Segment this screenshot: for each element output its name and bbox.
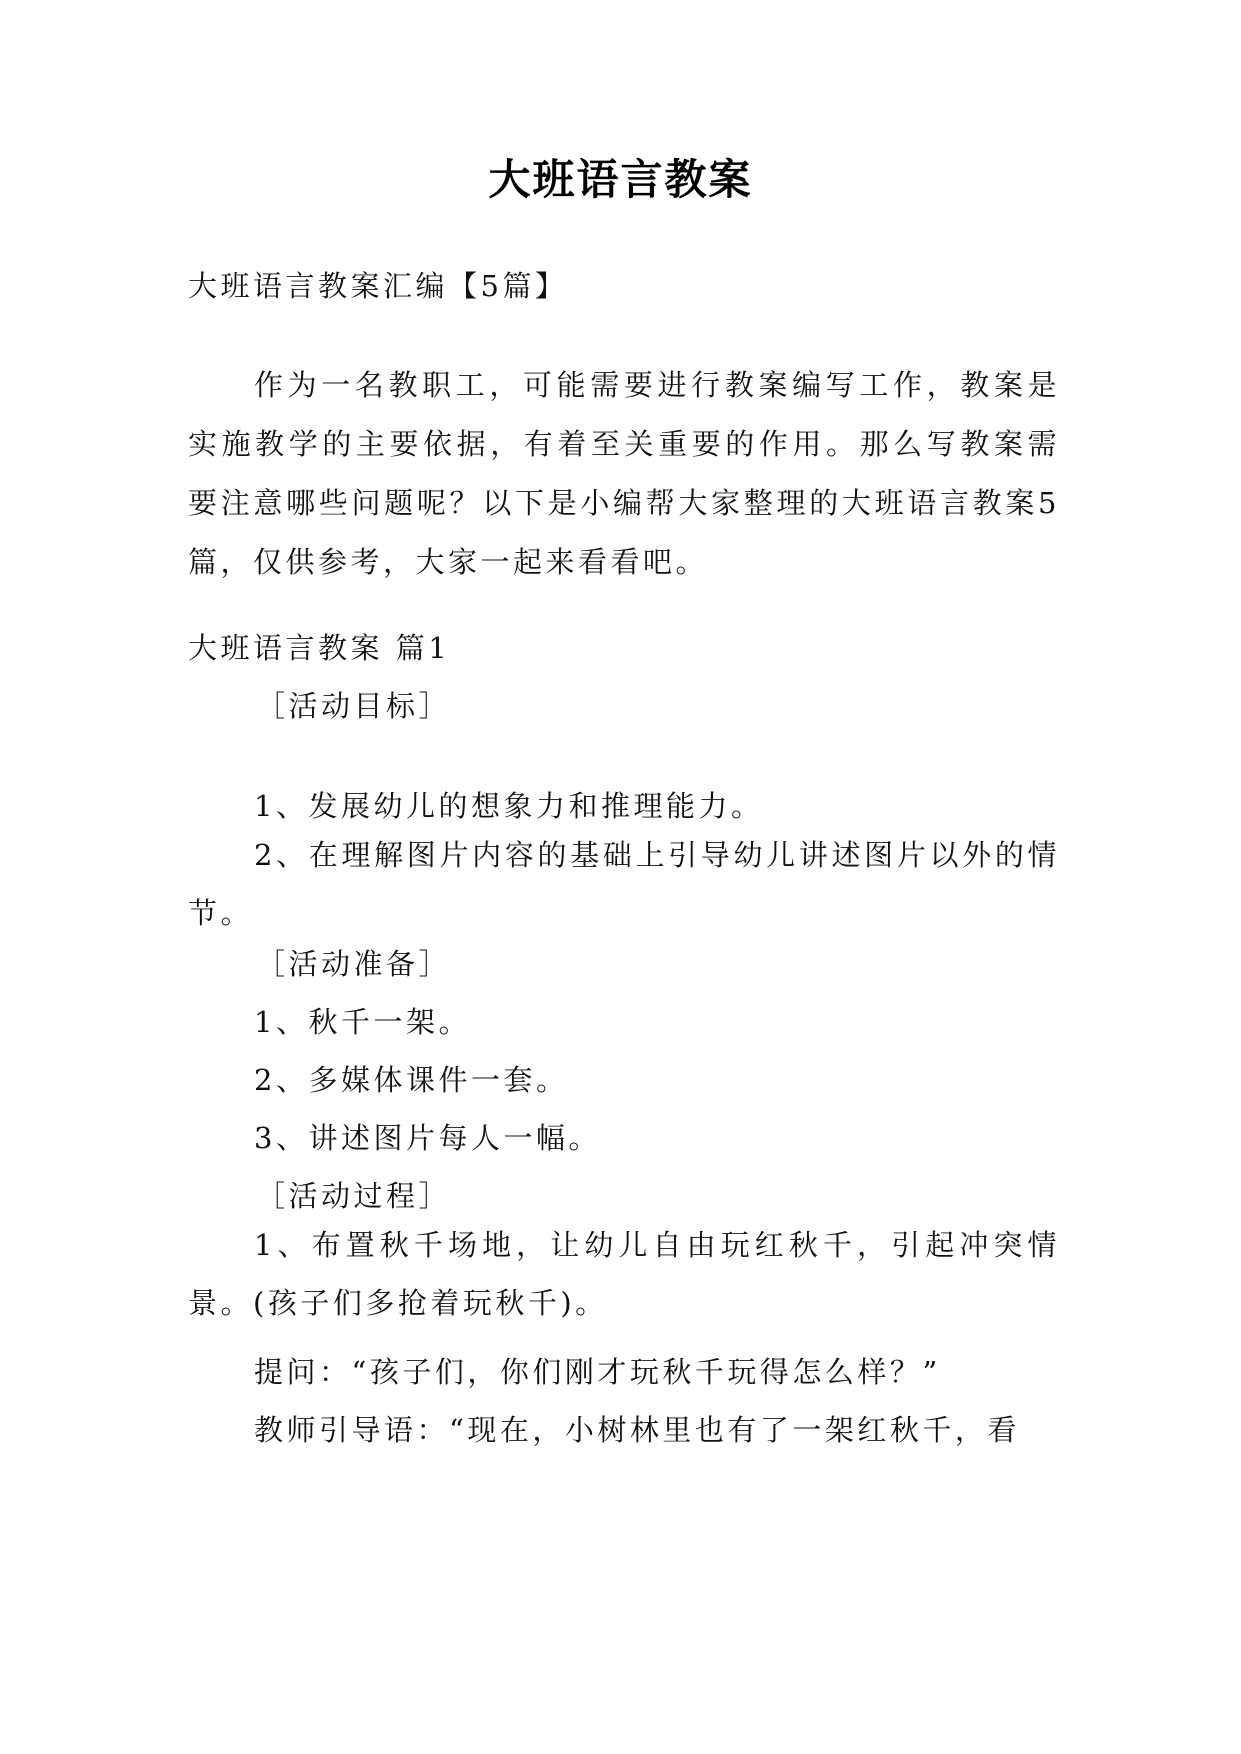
teacher-guide-line: 教师引导语：“现在，小树林里也有了一架红秋千，看 (254, 1413, 1020, 1447)
goals-heading: ［活动目标］ (256, 689, 452, 723)
goal-item-2: 2、在理解图片内容的基础上引导幼儿讲述图片以外的情节。 (188, 838, 1060, 930)
question-line: 提问：“孩子们，你们刚才玩秋千玩得怎么样？” (254, 1355, 941, 1389)
goal-item-1: 1、发展幼儿的想象力和推理能力。 (254, 789, 764, 823)
prep-heading: ［活动准备］ (256, 947, 452, 981)
document-subtitle: 大班语言教案汇编【5篇】 (188, 269, 568, 303)
intro-paragraph: 作为一名教职工，可能需要进行教案编写工作，教案是实施教学的主要依据，有着至关重要的作用。那么写教案需要注意哪些问题呢？以下是小编帮大家整理的大班语言教案5篇，仅供参考，大家一起来看看吧。 (188, 368, 1060, 579)
prep-item-3: 3、讲述图片每人一幅。 (254, 1121, 601, 1155)
section-heading: 大班语言教案 篇1 (188, 631, 451, 665)
prep-item-2: 2、多媒体课件一套。 (254, 1063, 569, 1097)
prep-item-1: 1、秋千一架。 (254, 1005, 471, 1039)
process-item-1: 1、布置秋千场地，让幼儿自由玩红秋千，引起冲突情景。(孩子们多抢着玩秋千)。 (188, 1228, 1060, 1320)
document-title: 大班语言教案 (488, 155, 753, 204)
process-heading: ［活动过程］ (256, 1179, 452, 1213)
